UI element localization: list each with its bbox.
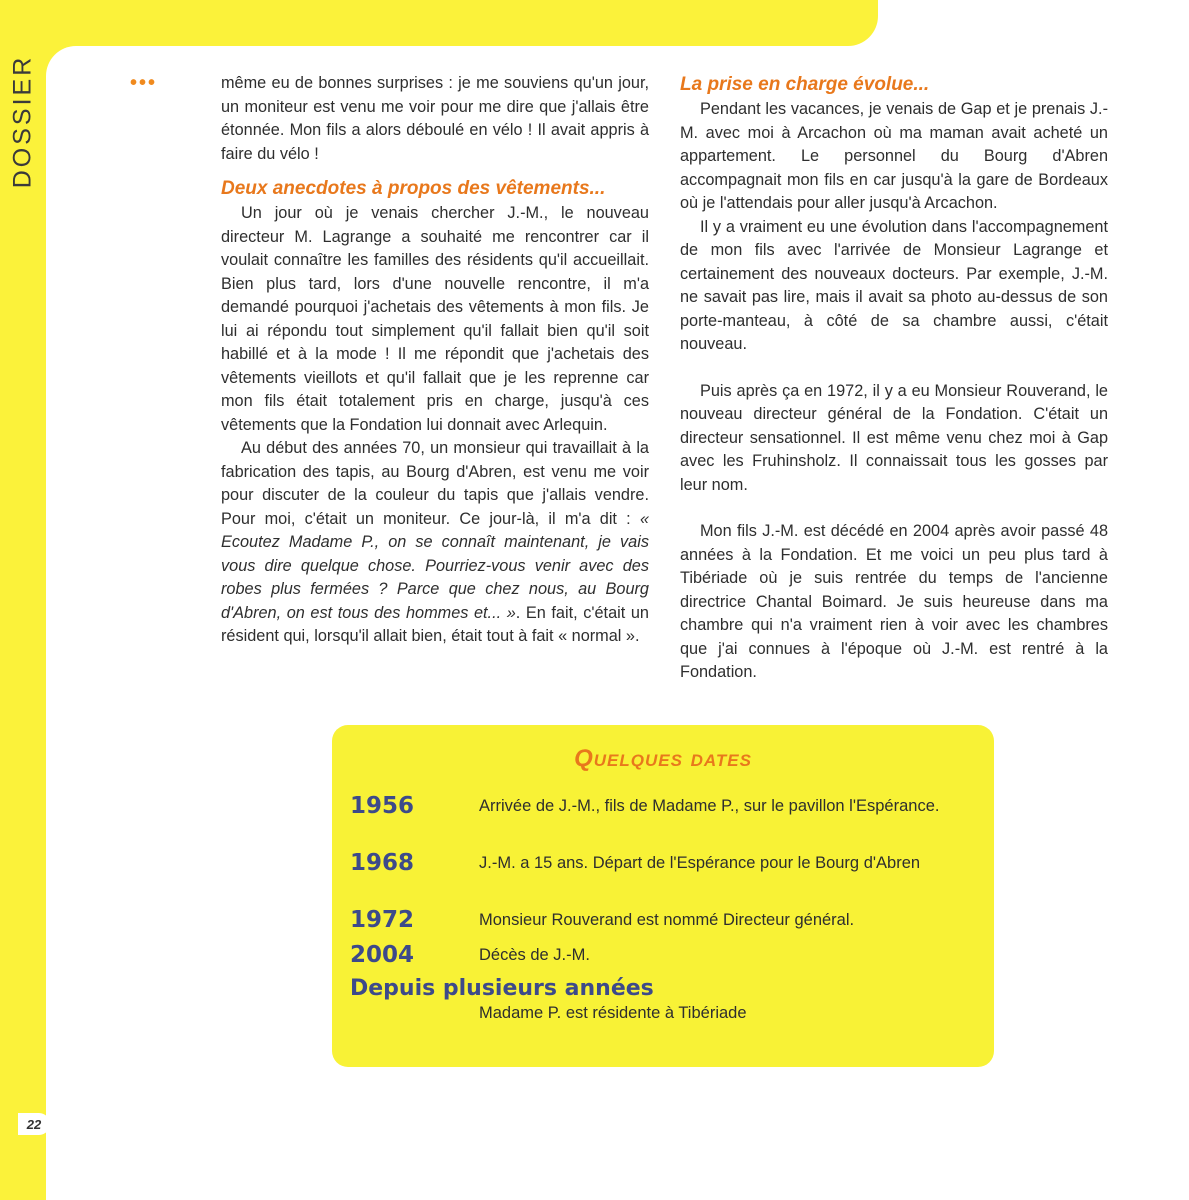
anecdote-paragraph-2: Au début des années 70, un monsieur qui travaillait à la fabrication des tapis, au Bourg d'Abren, est venu me voir pour discuter de la couleur du tapis que j'allais vendre. Pour moi, c'était un moniteur. Ce jour-là, il m'a dit : « Ecoutez Madame P., on se connaît maintenant, je vais vous dire quelque chose. Pourriez-vous venir avec des robes plus fermées ? Parce que chez nous, au Bourg d'Abren, on est tous des hommes et... ». En fait, c'était un résident qui, lorsqu'il allait bien, était tout à fait « normal ». xyxy=(221,439,649,645)
right-paragraph-1: Pendant les vacances, je venais de Gap et je prenais J.-M. avec moi à Arcachon où ma maman avait acheté un appartement. Le personnel du Bourg d'Abren accompagnait mon fils en car jusqu'à la gare de Bordeaux où je l'attendais pour aller jusqu'à Arcachon. xyxy=(680,100,1108,212)
date-year: 1972 xyxy=(350,907,415,933)
right-paragraph-3: Puis après ça en 1972, il y a eu Monsieur Rouverand, le nouveau directeur général de la Fondation. C'était un directeur sensationnel. Il est même venu chez moi à Gap avec les Fruhinsholz. Il connaissait tous les gosses par leur nom. xyxy=(680,381,1108,494)
top-yellow-band xyxy=(0,0,878,46)
dates-box xyxy=(332,725,994,1067)
date-year: 2004 xyxy=(350,942,415,968)
date-text: Monsieur Rouverand est nommé Directeur général. xyxy=(479,911,855,929)
dates-title: Quelques dates xyxy=(574,745,752,772)
date-text: Décès de J.-M. xyxy=(479,946,590,964)
intro-paragraph: même eu de bonnes surprises : je me souviens qu'un jour, un moniteur est venu me voir pour me dire que j'allais être étonnée. Mon fils a alors déboulé en vélo ! Il avait appris à faire du vélo ! xyxy=(221,74,649,163)
date-text: J.-M. a 15 ans. Départ de l'Espérance pour le Bourg d'Abren xyxy=(479,854,921,872)
right-paragraph-4: Mon fils J.-M. est décédé en 2004 après avoir passé 48 années à la Fondation. Et me voici un peu plus tard à Tibériade où je suis rentrée du temps de l'ancienne directrice Chantal Boimard. Je suis heureuse dans ma chambre qui n'a vraiment rien à voir avec les chambres que j'ai connues à l'époque où J.-M. est rentré à la Fondation. xyxy=(680,522,1108,681)
anecdote-paragraph-1: Un jour où je venais chercher J.-M., le nouveau directeur M. Lagrange a souhaité me rencontrer car il voulait connaître les familles des résidents qu'il accueillait. Bien plus tard, lors d'une nouvelle rencontre, il m'a demandé pourquoi j'achetais des vêtements à mon fils. Je lui ai répondu tout simplement qu'il fallait bien qu'il soit habillé et à la mode ! Il me répondit que j'achetais des vêtements vieillots et qu'il fallait que je les reprenne car mon fils était totalement pris en charge, jusqu'à ces vêtements que la Fondation lui donnait avec Arlequin. xyxy=(221,204,649,434)
date-final-text: Madame P. est résidente à Tibériade xyxy=(479,1004,747,1022)
section-label: DOSSIER xyxy=(8,54,37,188)
continuation-mark: ••• xyxy=(130,72,158,94)
date-year: 1968 xyxy=(350,850,415,876)
left-heading: Deux anecdotes à propos des vêtements... xyxy=(221,178,606,199)
right-heading: La prise en charge évolue... xyxy=(680,74,930,95)
left-column xyxy=(221,72,649,649)
right-column xyxy=(680,72,1108,685)
date-year: 1956 xyxy=(350,793,415,819)
date-text: Arrivée de J.-M., fils de Madame P., sur le pavillon l'Espérance. xyxy=(479,797,940,815)
right-paragraph-2: Il y a vraiment eu une évolution dans l'accompagnement de mon fils avec l'arrivée de Monsieur Lagrange et certainement des nouveaux docteurs. Par exemple, J.-M. ne savait pas lire, mais il avait sa photo au-dessus de son porte-manteau, à côté de sa chambre aussi, c'était nouveau. xyxy=(680,217,1108,353)
date-final-heading: Depuis plusieurs années xyxy=(350,976,654,1001)
anecdote-quote: « Ecoutez Madame P., on se connaît maintenant, je vais vous dire quelque chose. Pourriez-vous venir avec des robes plus fermées ? Parce que chez nous, au Bourg d'Abren, on est tous des hommes et... » xyxy=(221,509,649,622)
page-number: 22 xyxy=(18,1113,50,1135)
